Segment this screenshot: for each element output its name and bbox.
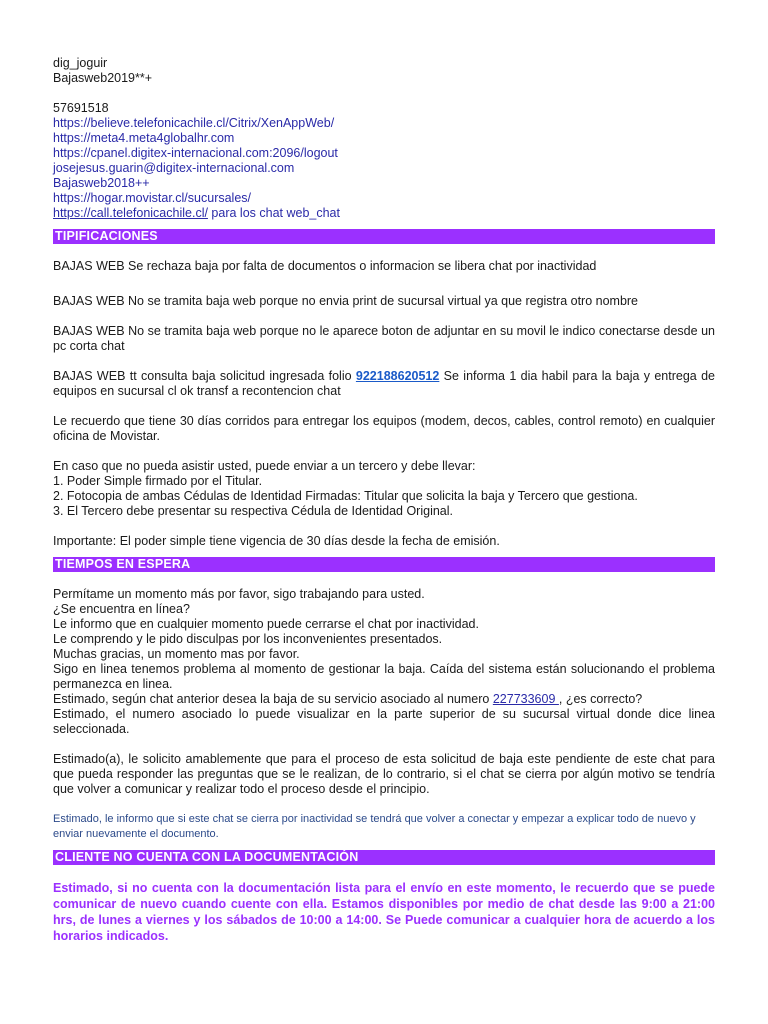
section-header-tipificaciones: TIPIFICACIONES <box>53 229 715 244</box>
spacer <box>53 86 715 101</box>
number-text: 57691518 <box>53 101 109 115</box>
tercero-item-1: 1. Poder Simple firmado por el Titular. <box>53 474 263 488</box>
tercero-intro: En caso que no pueda asistir usted, puede enviar a un tercero y debe llevar: <box>53 459 476 473</box>
espera-line-7-start: Estimado, según chat anterior desea la baja de su servicio asociado al numero <box>53 692 493 706</box>
username-text: dig_joguir <box>53 56 108 70</box>
call-link[interactable]: https://call.telefonicachile.cl/ <box>53 206 208 220</box>
espera-line-4: Le comprendo y le pido disculpas por los inconvenientes presentados. <box>53 632 443 646</box>
espera-line-7 <box>53 692 715 707</box>
folio-link[interactable]: 922188620512 <box>355 369 440 383</box>
espera-line-9: Estimado(a), le solicito amablemente que para el proceso de esta solicitud de baja este pendiente de este chat para que pueda responder las preguntas que se le realizan, de lo contrario, si el chat se cierra por algún motivo se tendría que volver a comunicar y realizar todo el proceso desde el principio. <box>53 752 715 796</box>
tip-paragraph-1: BAJAS WEB Se rechaza baja por falta de documentos o informacion se libera chat por inactividad <box>53 259 597 273</box>
espera-line-8: Estimado, el numero asociado lo puede visualizar en la parte superior de su sucursal virtual donde dice linea seleccionada. <box>53 707 715 736</box>
section-header-tiempos-espera: TIEMPOS EN ESPERA <box>53 557 715 572</box>
espera-line-6: Sigo en linea tenemos problema al momento de gestionar la baja. Caída del sistema están solucionando el problema permanezca en linea. <box>53 662 715 691</box>
espera-line-7-end: , ¿es correcto? <box>558 692 643 706</box>
call-link-row <box>53 206 715 221</box>
espera-line-3: Le informo que en cualquier momento puede cerrarse el chat por inactividad. <box>53 617 479 631</box>
tercero-item-2: 2. Fotocopia de ambas Cédulas de Identidad Firmadas: Titular que solicita la baja y Tercero que gestiona. <box>53 489 638 503</box>
document-page <box>53 56 715 944</box>
tip-paragraph-4-end: Se informa 1 dia habil para la baja y entrega de equipos en sucursal cl ok transf a recontencion chat <box>53 369 715 398</box>
call-link-note: para los chat web_chat <box>207 206 340 220</box>
espera-line-10: Estimado, le informo que si este chat se cierra por inactividad se tendrá que volver a conectar y empezar a explicar todo de nuevo y enviar nuevamente el documento. <box>53 813 696 840</box>
tercero-item-3: 3. El Tercero debe presentar su respectiva Cédula de Identidad Original. <box>53 504 454 518</box>
tip-paragraph-2: BAJAS WEB No se tramita baja web porque no envia print de sucursal virtual ya que registra otro nombre <box>53 294 639 308</box>
sucursales-link[interactable]: https://hogar.movistar.cl/sucursales/ <box>53 191 252 205</box>
meta4-link[interactable]: https://meta4.meta4globalhr.com <box>53 131 235 145</box>
section-header-cliente: CLIENTE NO CUENTA CON LA DOCUMENTACIÓN <box>53 850 715 865</box>
tip-paragraph-5: Le recuerdo que tiene 30 días corridos para entregar los equipos (modem, decos, cables, control remoto) en cualquier oficina de Movistar. <box>53 414 715 443</box>
tip-paragraph-4-start: BAJAS WEB tt consulta baja solicitud ingresada folio <box>53 369 356 383</box>
cpanel-link[interactable]: https://cpanel.digitex-internacional.com:2096/logout <box>53 146 338 160</box>
espera-line-5: Muchas gracias, un momento mas por favor. <box>53 647 300 661</box>
importante-note: Importante: El poder simple tiene vigencia de 30 días desde la fecha de emisión. <box>53 534 500 548</box>
tip-paragraph-4 <box>53 369 715 399</box>
password-text-2019: Bajasweb2019**+ <box>53 71 153 85</box>
service-number-link[interactable]: 227733609 <box>492 692 559 706</box>
email-link[interactable]: josejesus.guarin@digitex-internacional.com <box>53 161 295 175</box>
cliente-paragraph: Estimado, si no cuenta con la documentación lista para el envío en este momento, le recuerdo que se puede comunicar de nuevo cuando cuente con ella. Estamos disponibles por medio de chat desde las 9:00 a 21:00 hrs, de lunes a viernes y los sábados de 10:00 a 14:00. Se Puede comunicar a cualquier hora de acuerdo a los horarios indicados. <box>53 881 715 943</box>
password-text-2018: Bajasweb2018++ <box>53 176 150 190</box>
espera-line-1: Permítame un momento más por favor, sigo trabajando para usted. <box>53 587 425 601</box>
tip-paragraph-3: BAJAS WEB No se tramita baja web porque no le aparece boton de adjuntar en su movil le indico conectarse desde un pc corta chat <box>53 324 715 353</box>
espera-line-2: ¿Se encuentra en línea? <box>53 602 190 616</box>
citrix-link[interactable]: https://believe.telefonicachile.cl/Citrix/XenAppWeb/ <box>53 116 335 130</box>
